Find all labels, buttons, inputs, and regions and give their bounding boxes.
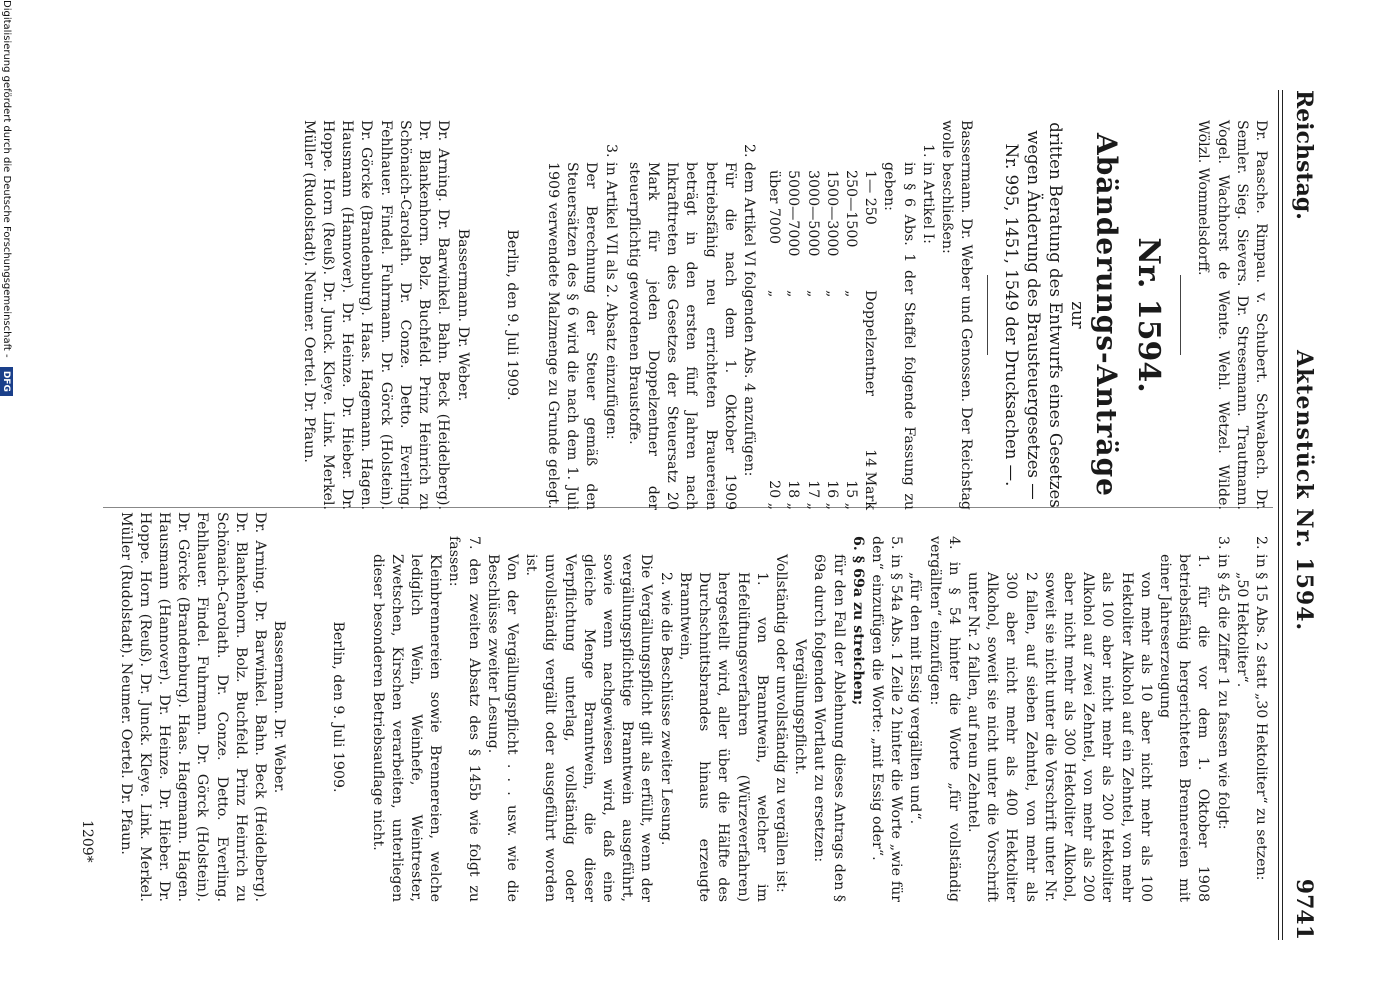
- digitization-text: Digitalisierung gefördert durch die Deutsche Forschungsgemeinschaft -: [1, 0, 12, 358]
- tax-unit: „: [842, 290, 859, 298]
- tax-rate-row: [764, 120, 783, 510]
- date-line: Berlin, den 9. Juli 1909.: [330, 621, 347, 793]
- tax-range: 1500—3000: [823, 170, 840, 257]
- date-line: Berlin, den 9. Juli 1909.: [503, 229, 520, 401]
- document-number: Nr. 1594.: [1131, 237, 1167, 393]
- zur-label: zur: [1068, 301, 1088, 329]
- item-6-text: Vollständig oder unvollständig zu vergällen ist:: [772, 554, 789, 893]
- item-1-heading: 1. in Artikel I:: [919, 144, 936, 244]
- digitization-note: [0, 0, 13, 1000]
- right-column: [115, 512, 1270, 902]
- item-6-last: Von der Vergällungspflicht . . . usw. wie die Beschlüsse zweiter Lesung.: [484, 554, 521, 902]
- item-3-quote: Der Berechnung der Steuer gemäß den Steuersätzen des § 6 wird die nach dem 1. Juli 1909 verwendete Malzmenge zu Grunde gelegt.: [544, 162, 600, 510]
- signers-list: Dr. Arning. Dr. Barwinkel. Bahn. Beck (Heidelberg). Dr. Blankenhorn. Bolz. Buchfeld. Prinz Heinrich zu Schönaich-Carolath. Dr. Conze. Detto. Everling. Fehlhauer. Findel. Fuhrmann. Dr. Görck (Holstein). Dr. Görcke (Brandenburg). Haas. Hagemann. Hagen. Hausmann (Hannover). Dr. Heinze. Dr. Hieber. Dr. Hoppe. Horn (Reuß). Dr. Junck. Kleye. Link. Merkel. Müller (Rudolstadt). Neumer. Oertel. Dr. Pfaun.: [300, 120, 452, 510]
- item-6-1: 1. von Branntwein, welcher im Hefelüftungsverfahren (Würzeverfahren) hergestellt wird, aller über die Hälfte des Durchschnittsbrandes hinaus erzeugte Branntwein,: [676, 572, 770, 902]
- tax-unit: „: [823, 290, 840, 298]
- tax-range: 250—1500: [842, 170, 859, 248]
- tax-rate-row: [860, 120, 879, 510]
- tax-range: 5000—7000: [785, 170, 802, 257]
- signers-heading: Bassermann. Dr. Weber.: [271, 620, 288, 794]
- item-6-heading: Vergällungspflicht.: [792, 639, 809, 775]
- item-1-text: in § 6 Abs. 1 der Staffel folgende Fassung zu geben:: [881, 162, 917, 510]
- signers-list: Dr. Arning. Dr. Barwinkel. Bahn. Beck (Heidelberg). Dr. Blankenhorn. Bolz. Buchfeld. Prinz Heinrich zu Schönaich-Carolath. Dr. Conze. Detto. Everling. Fehlhauer. Findel. Fuhrmann. Dr. Görck (Holstein). Dr. Görcke (Brandenburg). Haas. Hagemann. Hagen. Hausmann (Hannover). Dr. Heinze. Dr. Hieber. Dr. Hoppe. Horn (Reuß). Dr. Junck. Kleye. Link. Merkel. Müller (Rudolstadt). Neumer. Oertel. Dr. Pfaun.: [117, 512, 269, 902]
- tax-amount: 14 Mark: [862, 449, 879, 510]
- page-mark: 1209*: [79, 820, 95, 863]
- item-3-1-sub: von mehr als 10 aber nicht mehr als 100 Hektoliter Alkohol auf ein Zehntel, von mehr als 100 aber nicht mehr als 200 Hektoliter Alkohol auf zwei Zehntel, von mehr als 200 aber nicht mehr als 300 Hektoliter Alkohol, soweit sie nicht unter die Vorschrift unter Nr. 2 fallen, auf sieben Zehntel, von mehr als 300 aber nicht mehr als 400 Hektoliter Alkohol, soweit sie nicht unter die Vorschrift unter Nr. 2 fallen, auf neun Zehntel.: [964, 572, 1154, 902]
- document-title: Abänderungs-Anträge: [1090, 133, 1124, 497]
- item-2: 2. dem Artikel VI folgenden Abs. 4 anzufügen:: [740, 144, 757, 477]
- left-column: [299, 120, 1270, 510]
- tax-rate-row: [841, 120, 860, 510]
- intro-text: Bassermann. Dr. Weber und Genossen. Der Reichstag wolle beschließen:: [938, 120, 975, 510]
- tax-amount: 15 „: [842, 480, 859, 510]
- header-rule: [1282, 90, 1283, 940]
- tax-amount: 20 „: [766, 480, 783, 510]
- tax-unit: „: [804, 290, 821, 298]
- item-7: 7. den zweiten Absatz des § 145b wie folgt zu fassen:: [446, 536, 482, 902]
- tax-amount: 16 „: [823, 480, 840, 510]
- tax-amount: 18 „: [785, 480, 802, 510]
- page-header: [1283, 90, 1317, 940]
- item-5: 5. in § 54a Abs. 1 Zeile 2 hinter die Worte „wie für den“ einzufügen die Worte: „mit Essig oder“.: [868, 536, 905, 902]
- item-4: 4. in § 54 hinter die Worte „für vollständig vergällten“ einzufügen:: [926, 536, 962, 902]
- item-2-quote: Für die nach dem 1. Oktober 1909 betriebsfähig neu errichteten Brauereien beträgt in den ersten fünf Jahren nach Inkrafttreten des Gesetzes der Steuersatz 20 Mark für jeden Doppelzentner der steuerpflichtig gewordenen Braustoffe.: [625, 162, 738, 510]
- tax-range: 1— 250: [862, 170, 879, 225]
- page-number: 9741: [1291, 878, 1317, 940]
- item-6: 6. § 69a zu streichen;: [849, 536, 866, 706]
- document-subtitle: dritten Beratung des Entwurfs eines Gesetzes wegen Änderung des Brausteuergesetzes — Nr. 995, 1451, 1549 der Drucksachen —.: [1002, 122, 1066, 508]
- separator: [1180, 275, 1181, 355]
- item-3: 3. in Artikel VII als 2. Absatz einzufügen:: [602, 144, 619, 440]
- tax-rate-row: [822, 120, 841, 510]
- item-3-1: 1. für die vor dem 1. Oktober 1908 betriebsfähig hergerichteten Brennereien mit einer Jahreserzeugung: [1156, 554, 1212, 902]
- tax-range: über 7000: [766, 170, 783, 245]
- header-center: Aktenstück Nr. 1594.: [1291, 350, 1317, 632]
- item-7-quote: Kleinbrennereien sowie Brennereien, welche lediglich Wein, Weinhefe, Weintrester, Zwetschen, Kirschen verarbeiten, unterliegen dieser besonderen Betriebsauflage nicht.: [369, 554, 444, 902]
- header-rule-2: [1278, 90, 1279, 940]
- tax-unit: Doppelzentner: [862, 290, 879, 397]
- tax-amount: 17 „: [804, 480, 821, 510]
- item-3: 3. in § 45 die Ziffer 1 zu fassen wie folgt:: [1214, 536, 1231, 830]
- signers-heading: Bassermann. Dr. Weber.: [454, 228, 471, 402]
- tax-rate-table: [764, 120, 879, 510]
- header-left: Reichstag.: [1291, 90, 1317, 220]
- tax-unit: „: [766, 290, 783, 298]
- item-2-quote: „50 Hektoliter“.: [1233, 572, 1250, 688]
- tax-rate-row: [783, 120, 802, 510]
- dfg-logo: DFG: [0, 367, 13, 396]
- item-4-quote: „für den mit Essig vergällten und“.: [907, 572, 924, 825]
- item-6-alternative: für den Fall der Ablehnung dieses Antrags den § 69a durch folgenden Wortlaut zu ersetzen:: [811, 554, 847, 902]
- tax-range: 3000—5000: [804, 170, 821, 257]
- tax-rate-row: [802, 120, 821, 510]
- tax-unit: „: [785, 290, 802, 298]
- item-6-paragraph: Die Vergällungspflicht gilt als erfüllt, wenn der vergällungspflichtige Branntwein ausgeführt, sowie wenn nachgewiesen wird, daß eine gleiche Menge Branntwein, die dieser Verpflichtung unterlag, vollständig oder unvollständig vergällt oder ausgeführt worden ist.: [523, 554, 655, 902]
- item-2: 2. in § 15 Abs. 2 statt „30 Hektoliter“ zu setzen:: [1253, 536, 1269, 881]
- separator: [987, 275, 988, 355]
- item-6-2: 2. wie die Beschlüsse zweiter Lesung.: [657, 572, 674, 846]
- continued-signers: Dr. Paasche. Rimpau. v. Schubert. Schwabach. Dr. Semler. Sieg. Sievers. Dr. Stresemann. Trautmann. Vogel. Wachhorst de Wente. Wehl. Wetzel. Wilde. Wölzl. Wommelsdorff.: [1195, 120, 1269, 510]
